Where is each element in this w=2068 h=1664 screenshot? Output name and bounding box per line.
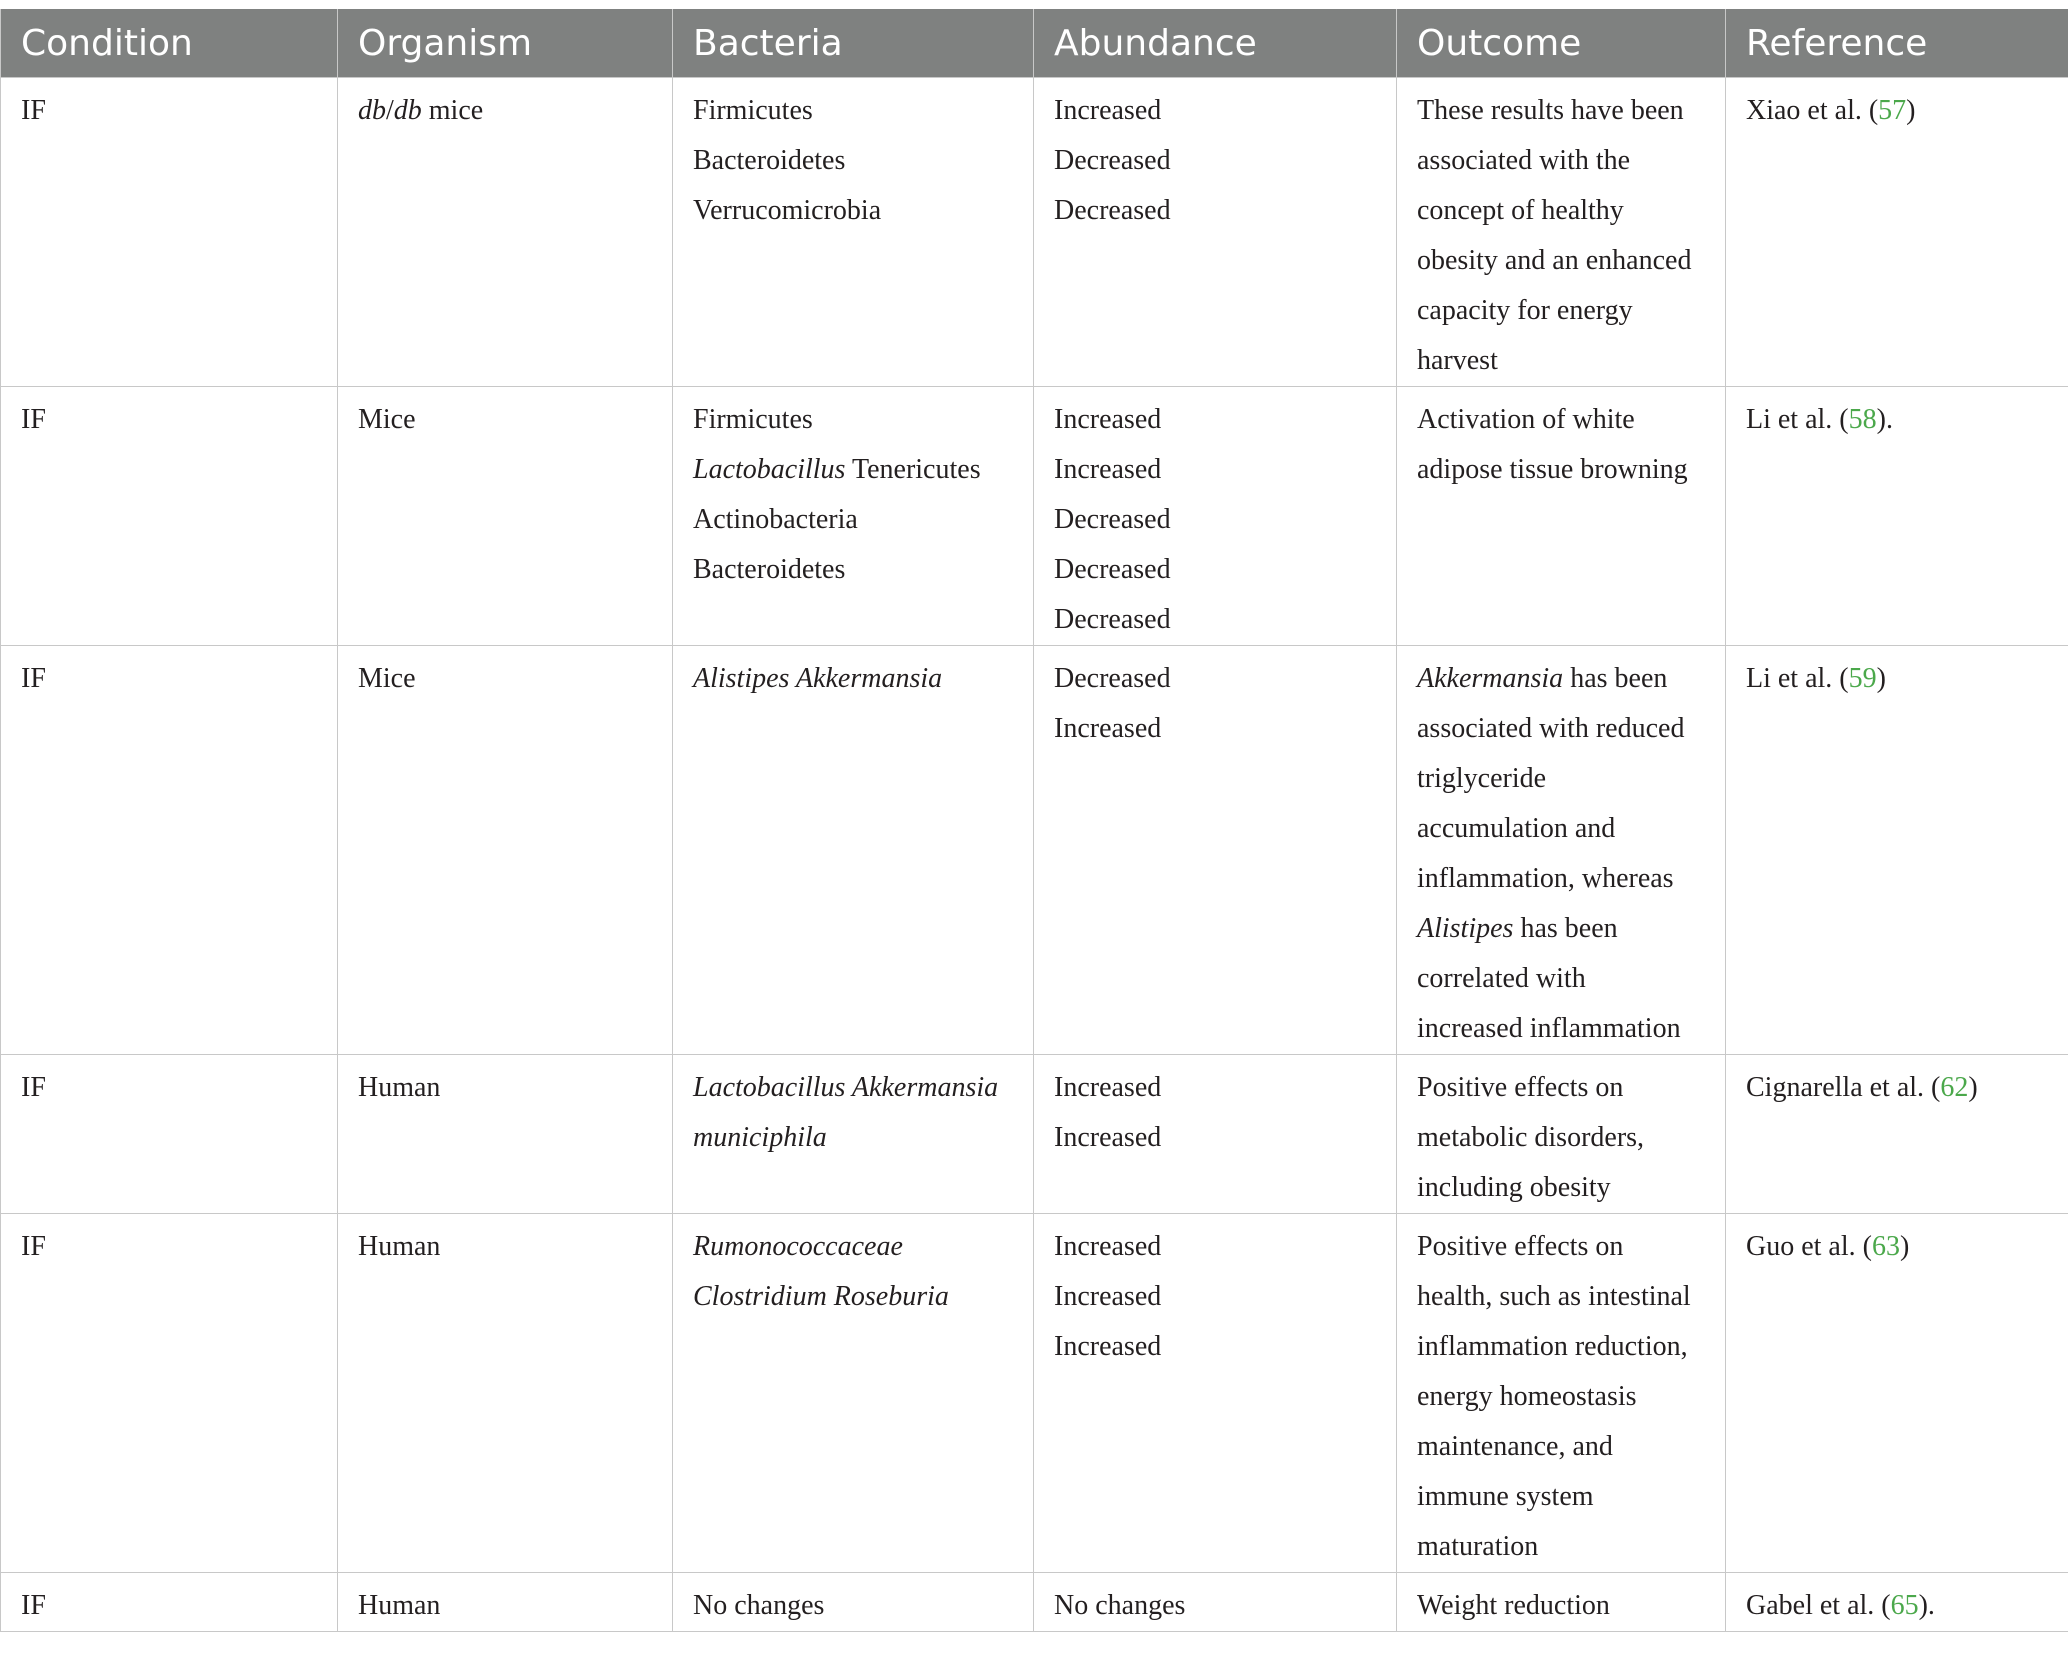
outcome-line: Weight reduction [1417,1590,1610,1621]
abundance-line: Decreased [1054,195,1171,226]
outcome-line: including obesity [1417,1172,1611,1203]
outcome-cell [1397,1214,1726,1573]
abundance-line: Decreased [1054,504,1171,535]
outcome-line: accumulation and [1417,813,1616,844]
header-row [1,9,2068,78]
bacteria-line: Actinobacteria [693,504,858,535]
reference-suffix: ) [1906,95,1916,126]
abundance-line: Decreased [1054,604,1171,635]
header-condition: Condition [1,9,338,78]
abundance-line: Decreased [1054,554,1171,585]
abundance-line: Increased [1054,1122,1162,1153]
condition-cell: IF [1,387,338,646]
organism-cell: Human [338,1055,673,1214]
outcome-cell [1397,78,1726,387]
bacteria-line: Verrucomicrobia [693,195,882,226]
organism-cell: Mice [338,387,673,646]
outcome-line: associated with reduced [1417,713,1685,744]
outcome-line: Activation of white [1417,404,1635,435]
bacteria-cell [673,1055,1034,1214]
bacteria-line: Lactobacillus Tenericutes [693,454,981,485]
reference-cell [1726,1573,2068,1632]
bacteria-line: No changes [693,1590,825,1621]
reference-cell [1726,1055,2068,1214]
header-organism: Organism [338,9,673,78]
bacteria-cell [673,387,1034,646]
outcome-line: obesity and an enhanced [1417,245,1692,276]
outcome-cell [1397,387,1726,646]
table-row [1,646,2068,1055]
outcome-line: adipose tissue browning [1417,454,1688,485]
condition-cell: IF [1,1214,338,1573]
abundance-cell [1034,1055,1397,1214]
outcome-cell [1397,1573,1726,1632]
reference-link[interactable]: 63 [1871,1231,1900,1262]
outcome-line: maintenance, and [1417,1431,1613,1462]
outcome-line: maturation [1417,1531,1539,1562]
table-header [1,9,2068,78]
table-row [1,1573,2068,1632]
abundance-line: Decreased [1054,663,1171,694]
outcome-line: correlated with [1417,963,1586,994]
reference-link[interactable]: 59 [1848,663,1877,694]
abundance-line: Increased [1054,713,1162,744]
bacteria-line: Lactobacillus Akkermansia [693,1072,999,1103]
bacteria-line: Alistipes Akkermansia [693,663,943,694]
outcome-cell [1397,1055,1726,1214]
abundance-line: Increased [1054,1231,1162,1262]
bacteria-line: Bacteroidetes [693,554,846,585]
bacteria-line: Firmicutes [693,95,813,126]
table-row [1,387,2068,646]
condition-cell: IF [1,1573,338,1632]
reference-link[interactable]: 58 [1848,404,1877,435]
reference-cell [1726,1214,2068,1573]
condition-cell: IF [1,646,338,1055]
condition-cell: IF [1,78,338,387]
reference-suffix: ). [1918,1590,1935,1621]
reference-suffix: ) [1876,663,1886,694]
organism-cell: db/db mice [338,78,673,387]
reference-cell [1726,78,2068,387]
reference-link[interactable]: 65 [1890,1590,1919,1621]
outcome-line: inflammation reduction, [1417,1331,1688,1362]
reference-cell [1726,387,2068,646]
bacteria-line: Bacteroidetes [693,145,846,176]
outcome-line: energy homeostasis [1417,1381,1637,1412]
reference-text: Cignarella et al. ( [1746,1072,1941,1103]
table-body [1,78,2068,1632]
bacteria-line: Clostridium Roseburia [693,1281,949,1312]
reference-text: Xiao et al. ( [1746,95,1879,126]
abundance-line: Increased [1054,454,1162,485]
reference-text: Gabel et al. ( [1746,1590,1891,1621]
outcome-cell [1397,646,1726,1055]
outcome-line: health, such as intestinal [1417,1281,1691,1312]
abundance-cell [1034,1214,1397,1573]
header-reference: Reference [1726,9,2068,78]
bacteria-line: municiphila [693,1122,827,1153]
outcome-line: Alistipes has been [1417,913,1618,944]
abundance-line: No changes [1054,1590,1186,1621]
table-row [1,1214,2068,1573]
organism-cell: Mice [338,646,673,1055]
header-bacteria: Bacteria [673,9,1034,78]
reference-text: Guo et al. ( [1746,1231,1872,1262]
header-abundance: Abundance [1034,9,1397,78]
organism-cell: Human [338,1214,673,1573]
outcome-line: metabolic disorders, [1417,1122,1645,1153]
reference-suffix: ) [1899,1231,1910,1262]
outcome-line: increased inflammation [1417,1013,1681,1044]
data-table-container [0,9,2068,1632]
abundance-line: Decreased [1054,145,1171,176]
outcome-line: These results have been [1417,95,1684,126]
abundance-line: Increased [1054,95,1162,126]
abundance-line: Increased [1054,1281,1162,1312]
reference-suffix: ) [1968,1072,1978,1103]
reference-cell [1726,646,2068,1055]
abundance-cell [1034,1573,1397,1632]
abundance-line: Increased [1054,1072,1162,1103]
bacteria-abundance-table [0,9,2068,1632]
outcome-line: inflammation, whereas [1417,863,1674,894]
outcome-line: triglyceride [1417,763,1547,794]
outcome-line: concept of healthy [1417,195,1624,226]
organism-cell: Human [338,1573,673,1632]
bacteria-cell [673,1214,1034,1573]
bacteria-line: Rumonococcaceae [693,1231,903,1262]
reference-text: Li et al. ( [1746,663,1849,694]
table-row [1,1055,2068,1214]
table-row [1,78,2068,387]
abundance-cell [1034,78,1397,387]
outcome-line: Akkermansia has been [1417,663,1668,694]
abundance-line: Increased [1054,1331,1162,1362]
outcome-line: capacity for energy [1417,295,1633,326]
condition-cell: IF [1,1055,338,1214]
abundance-line: Increased [1054,404,1162,435]
abundance-cell [1034,646,1397,1055]
abundance-cell [1034,387,1397,646]
outcome-line: associated with the [1417,145,1631,176]
reference-link[interactable]: 62 [1940,1072,1969,1103]
outcome-line: immune system [1417,1481,1594,1512]
bacteria-cell [673,1573,1034,1632]
outcome-line: Positive effects on [1417,1231,1624,1262]
outcome-line: Positive effects on [1417,1072,1624,1103]
reference-text: Li et al. ( [1746,404,1849,435]
reference-suffix: ). [1876,404,1893,435]
outcome-line: harvest [1417,345,1498,376]
bacteria-cell [673,646,1034,1055]
bacteria-cell [673,78,1034,387]
reference-link[interactable]: 57 [1878,95,1907,126]
bacteria-line: Firmicutes [693,404,813,435]
header-outcome: Outcome [1397,9,1726,78]
